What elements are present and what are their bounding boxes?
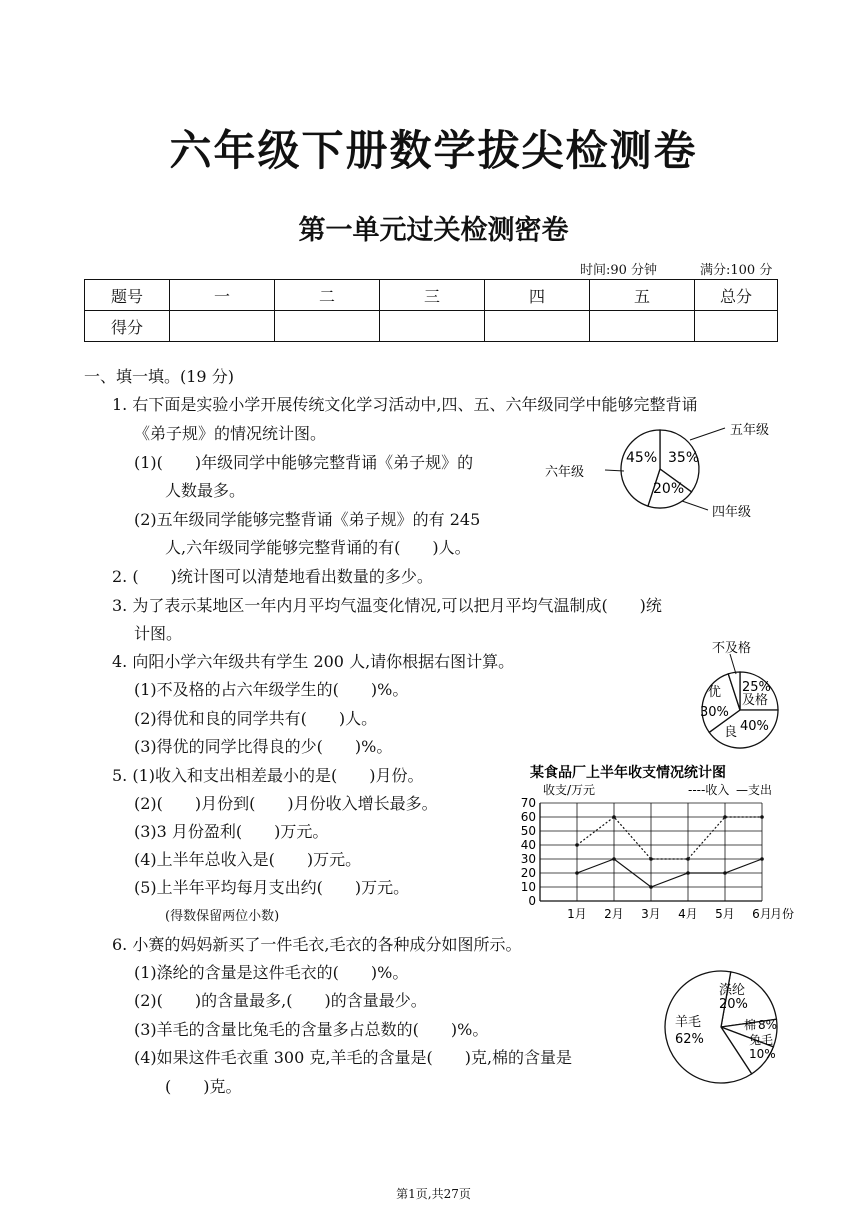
- leader-line: [730, 654, 736, 674]
- pie-label: 四年级: [712, 505, 752, 520]
- x-axis-label: 月份: [770, 907, 795, 921]
- score-table-cell: 总分: [695, 280, 778, 311]
- full-score: 满分:100 分: [700, 263, 773, 278]
- score-table-cell: 四: [485, 280, 590, 311]
- question-text: (2)( )的含量最多,( )的含量最少。: [134, 991, 427, 1010]
- data-point-收入: [575, 843, 579, 847]
- pie-label: 羊毛: [675, 1015, 702, 1030]
- score-table-cell: 一: [170, 280, 275, 311]
- question-text: (2)( )月份到( )月份收入增长最多。: [134, 794, 438, 813]
- pie-value-label: 35%: [668, 450, 700, 466]
- pie-value-label: 40%: [740, 719, 769, 734]
- score-table-header-row: [85, 280, 778, 311]
- page-title: 六年级下册数学拔尖检测卷: [169, 126, 698, 175]
- question-text: (2)得优和良的同学共有( )人。: [134, 709, 378, 728]
- score-table-score-row: [85, 311, 778, 342]
- y-tick-label: 10: [520, 880, 536, 894]
- score-table-cell: 五: [590, 280, 695, 311]
- question-text: (3)3 月份盈利( )万元。: [134, 822, 329, 841]
- pie-value-label: 62%: [675, 1032, 704, 1047]
- score-table-cell: 二: [275, 280, 380, 311]
- question-text: 人,六年级同学能够完整背诵的有( )人。: [165, 538, 471, 557]
- data-point-支出: [723, 871, 727, 875]
- sweater-composition-pie-chart: [655, 968, 787, 1086]
- x-tick-label: 3月: [641, 907, 661, 921]
- page-footer: 第1页,共27页: [396, 1187, 471, 1201]
- data-point-支出: [575, 871, 579, 875]
- question-text: 3. 为了表示某地区一年内月平均气温变化情况,可以把月平均气温制成( )统: [112, 596, 662, 615]
- x-tick-label: 1月: [567, 907, 587, 921]
- y-tick-label: 70: [520, 796, 536, 810]
- question-text: 人数最多。: [165, 481, 246, 500]
- score-table-cell: 三: [380, 280, 485, 311]
- pie-label: 六年级: [545, 465, 585, 480]
- data-point-收入: [723, 815, 727, 819]
- y-tick-label: 20: [520, 866, 536, 880]
- question-text: (2)五年级同学能够完整背诵《弟子规》的有 245: [134, 510, 481, 529]
- time-limit: 时间:90 分钟: [580, 263, 658, 278]
- question-text: (1)不及格的占六年级学生的( )%。: [134, 680, 409, 699]
- chart-title: 某食品厂上半年收支情况统计图: [530, 765, 726, 781]
- data-point-支出: [612, 857, 616, 861]
- y-axis-label: 收支/万元: [543, 783, 596, 797]
- pie-value-label: 20%: [719, 997, 748, 1012]
- income-expense-line-chart: [510, 760, 795, 925]
- pie-label: 优: [708, 685, 722, 700]
- question-text: (1)涤纶的含量是这件毛衣的( )%。: [134, 963, 409, 982]
- data-point-支出: [686, 871, 690, 875]
- question-text: 1. 右下面是实验小学开展传统文化学习活动中,四、五、六年级同学中能够完整背诵: [112, 395, 698, 414]
- y-tick-label: 50: [520, 824, 536, 838]
- legend-expense: —支出: [736, 783, 773, 797]
- y-tick-label: 30: [520, 852, 536, 866]
- data-point-收入: [612, 815, 616, 819]
- question-text: (4)上半年总收入是( )万元。: [134, 850, 362, 869]
- question-text: ( )克。: [165, 1077, 242, 1096]
- x-tick-label: 2月: [604, 907, 624, 921]
- x-tick-label: 5月: [715, 907, 735, 921]
- pie-label: 涤纶: [719, 983, 746, 998]
- score-input-cell[interactable]: [170, 311, 275, 342]
- x-tick-label: 6月: [752, 907, 772, 921]
- section-heading: 一、填一填。(19 分): [84, 367, 234, 386]
- pie-value-label: 25%: [742, 680, 771, 695]
- data-point-收入: [760, 815, 764, 819]
- y-tick-label: 40: [520, 838, 536, 852]
- question-text: (1)( )年级同学中能够完整背诵《弟子规》的: [134, 453, 474, 472]
- question-text: 4. 向阳小学六年级共有学生 200 人,请你根据右图计算。: [112, 652, 515, 671]
- pie-label: 及格: [742, 693, 769, 708]
- score-input-cell[interactable]: [380, 311, 485, 342]
- pie-value-label: 45%: [626, 450, 658, 466]
- pie-label: 棉: [744, 1018, 757, 1032]
- series-line-收入: [577, 817, 762, 859]
- question-text: (4)如果这件毛衣重 300 克,羊毛的含量是( )克,棉的含量是: [134, 1048, 573, 1067]
- question-text: 6. 小赛的妈妈新买了一件毛衣,毛衣的各种成分如图所示。: [112, 935, 522, 954]
- score-table-cell: 题号: [85, 280, 170, 311]
- y-tick-label: 60: [520, 810, 536, 824]
- recitation-pie-chart: [540, 415, 780, 525]
- pie-value-label: 30%: [700, 705, 729, 720]
- legend-income: ----收入: [688, 783, 730, 797]
- question-text: 5. (1)收入和支出相差最小的是( )月份。: [112, 766, 424, 785]
- score-table: [84, 279, 778, 342]
- leader-line: [690, 428, 725, 440]
- leader-line: [682, 501, 708, 510]
- pie-label: 良: [724, 725, 738, 740]
- score-input-cell[interactable]: [275, 311, 380, 342]
- question-text: (3)得优的同学比得良的少( )%。: [134, 737, 393, 756]
- question-note: (得数保留两位小数): [165, 909, 280, 924]
- question-text: (3)羊毛的含量比兔毛的含量多占总数的( )%。: [134, 1020, 489, 1039]
- data-point-支出: [649, 885, 653, 889]
- question-text: 《弟子规》的情况统计图。: [134, 424, 327, 443]
- data-point-收入: [686, 857, 690, 861]
- score-input-cell[interactable]: [695, 311, 778, 342]
- grades-pie-chart: [690, 638, 790, 750]
- pie-value-label: 20%: [653, 481, 685, 497]
- y-tick-label: 0: [528, 894, 536, 908]
- data-point-收入: [649, 857, 653, 861]
- pie-value-label: 8%: [758, 1018, 778, 1032]
- page-subtitle: 第一单元过关检测密卷: [298, 215, 569, 246]
- pie-value-label: 10%: [749, 1047, 776, 1061]
- data-point-支出: [760, 857, 764, 861]
- pie-label: 不及格: [712, 641, 752, 656]
- score-table-cell: 得分: [85, 311, 170, 342]
- pie-label: 兔毛: [749, 1033, 774, 1047]
- score-input-cell[interactable]: [590, 311, 695, 342]
- score-input-cell[interactable]: [485, 311, 590, 342]
- question-text: (5)上半年平均每月支出约( )万元。: [134, 878, 410, 897]
- pie-label: 五年级: [730, 423, 770, 438]
- question-text: 计图。: [134, 624, 183, 643]
- question-text: 2. ( )统计图可以清楚地看出数量的多少。: [112, 567, 433, 586]
- x-tick-label: 4月: [678, 907, 698, 921]
